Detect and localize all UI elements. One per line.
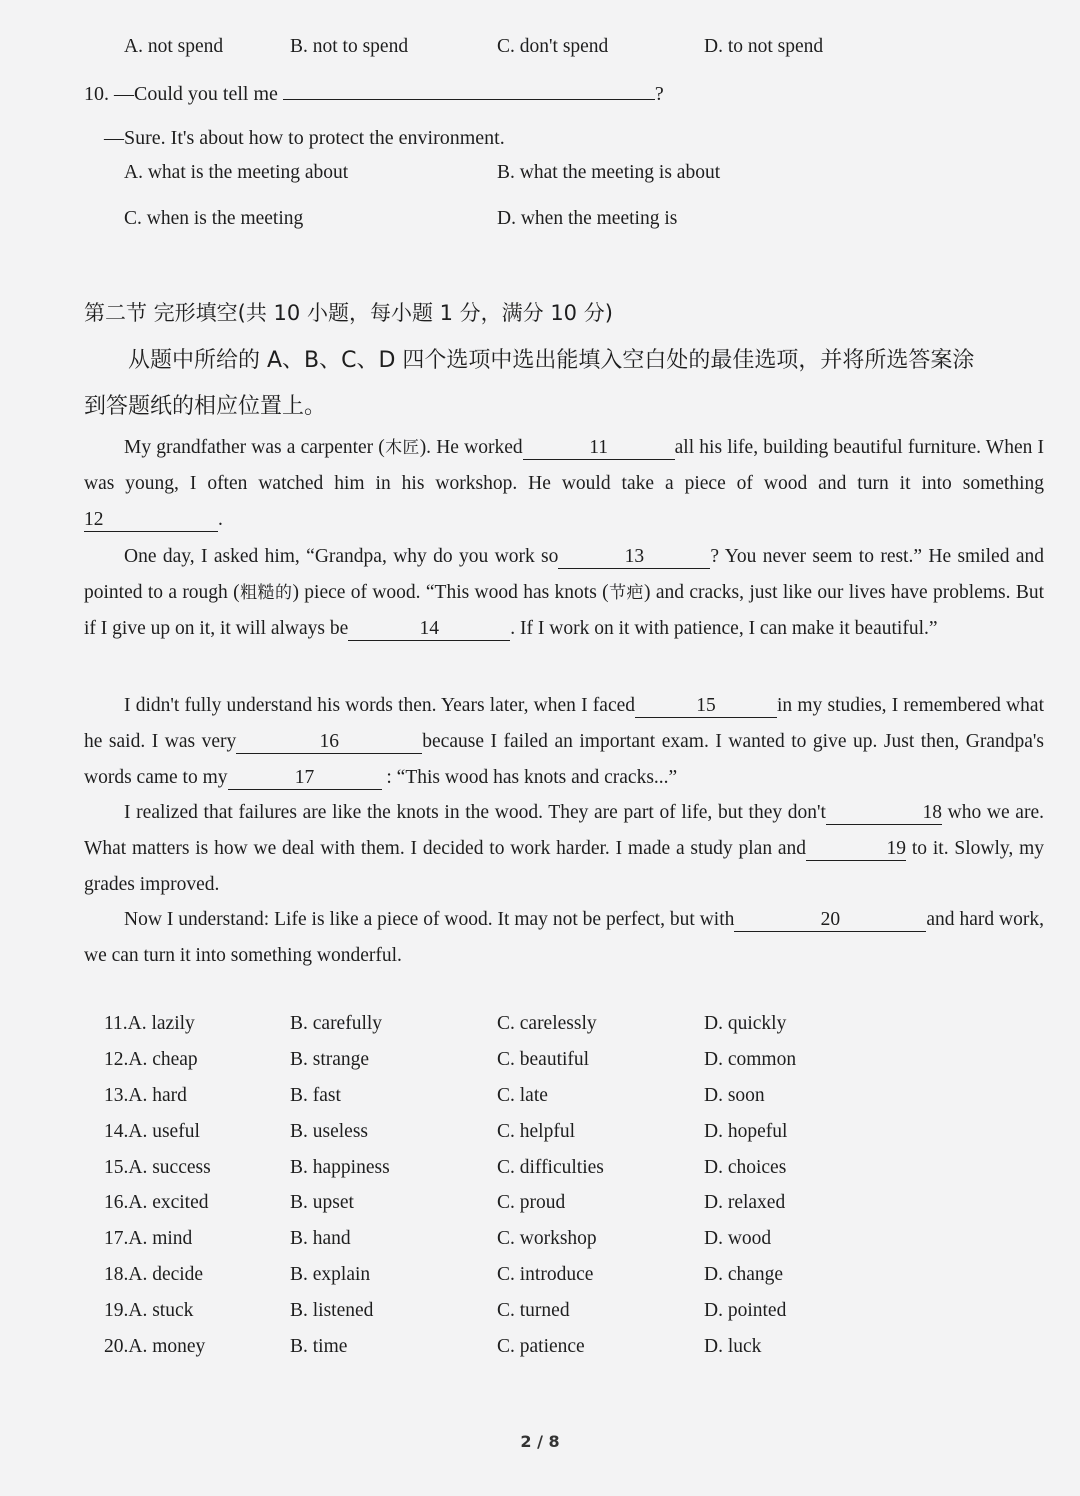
p2-text-5: . If I work on it with patience, I can make it beautiful.” bbox=[510, 618, 938, 639]
options-row-16 bbox=[0, 1192, 1080, 1222]
q9-option-b: B. not to spend bbox=[290, 36, 409, 57]
option-a: 20.A. money bbox=[104, 1336, 206, 1357]
passage-paragraph-4 bbox=[84, 795, 1044, 903]
option-d: D. choices bbox=[704, 1157, 787, 1178]
blank-16: 16 bbox=[236, 731, 422, 754]
passage-paragraph-2 bbox=[84, 539, 1044, 647]
option-b: B. happiness bbox=[290, 1157, 390, 1178]
option-c: C. late bbox=[497, 1085, 548, 1106]
options-row-19 bbox=[0, 1300, 1080, 1330]
section-instruction-line1: 从题中所给的 A、B、C、D 四个选项中选出能填入空白处的最佳选项，并将所选答案涂 bbox=[128, 348, 975, 373]
blank-18: 18 bbox=[826, 802, 942, 825]
option-d: D. soon bbox=[704, 1085, 765, 1106]
option-b: B. time bbox=[290, 1336, 348, 1357]
q9-option-d: D. to not spend bbox=[704, 36, 824, 57]
p1-chinese-gloss: 木匠 bbox=[384, 438, 420, 458]
p4-text-1: I realized that failures are like the knots in the wood. They are part of life, but they don't bbox=[124, 802, 826, 823]
q10-stem-line bbox=[84, 81, 664, 106]
blank-12: 12 bbox=[84, 509, 218, 532]
option-b: B. fast bbox=[290, 1085, 341, 1106]
p2-text-2: ? You never seem to rest.” He smiled and pointed to a rough ( bbox=[84, 546, 1044, 603]
q10-options-row1 bbox=[0, 162, 1080, 192]
p2-chinese-gloss-2: 节疤 bbox=[608, 583, 645, 603]
option-c: C. beautiful bbox=[497, 1049, 590, 1070]
q10-question-mark: ? bbox=[654, 83, 664, 105]
q9-option-c: C. don't spend bbox=[497, 36, 609, 57]
p2-text-3: ) piece of wood. “This wood has knots ( bbox=[292, 582, 609, 603]
option-c: C. helpful bbox=[497, 1121, 575, 1142]
q10-option-a: A. what is the meeting about bbox=[124, 162, 349, 183]
option-d: D. wood bbox=[704, 1228, 772, 1249]
options-row-13 bbox=[0, 1085, 1080, 1115]
option-b: B. useless bbox=[290, 1121, 368, 1142]
option-d: D. luck bbox=[704, 1336, 762, 1357]
option-a: 19.A. stuck bbox=[104, 1300, 194, 1321]
options-row-15 bbox=[0, 1157, 1080, 1187]
p5-text-2: and hard work, we can turn it into something wonderful. bbox=[84, 909, 1044, 966]
option-b: B. explain bbox=[290, 1264, 371, 1285]
option-a: 15.A. success bbox=[104, 1157, 211, 1178]
p3-text-4: : “This wood has knots and cracks...” bbox=[381, 767, 678, 788]
option-b: B. strange bbox=[290, 1049, 370, 1070]
q10-option-b: B. what the meeting is about bbox=[497, 162, 721, 183]
option-c: C. carelessly bbox=[497, 1013, 597, 1034]
option-d: D. common bbox=[704, 1049, 797, 1070]
q10-answer-blank bbox=[283, 81, 655, 100]
blank-14: 14 bbox=[348, 618, 510, 641]
option-c: C. difficulties bbox=[497, 1157, 604, 1178]
q10-stem: 10. —Could you tell me bbox=[84, 83, 278, 105]
p4-text-2: who we are. What matters is how we deal with them. I decided to work harder. I made a study plan and bbox=[84, 802, 1044, 859]
blank-11: 11 bbox=[523, 437, 675, 460]
option-a: 11.A. lazily bbox=[104, 1013, 195, 1034]
option-a: 18.A. decide bbox=[104, 1264, 204, 1285]
q10-option-d: D. when the meeting is bbox=[497, 208, 678, 229]
option-d: D. quickly bbox=[704, 1013, 787, 1034]
p1-text-2: ). He worked bbox=[419, 437, 523, 458]
blank-15: 15 bbox=[635, 695, 777, 718]
option-b: B. carefully bbox=[290, 1013, 383, 1034]
option-b: B. listened bbox=[290, 1300, 374, 1321]
option-d: D. relaxed bbox=[704, 1192, 786, 1213]
p2-text-1: One day, I asked him, “Grandpa, why do you work so bbox=[124, 546, 559, 567]
passage-paragraph-5 bbox=[84, 902, 1044, 974]
option-c: C. introduce bbox=[497, 1264, 594, 1285]
q10-option-c: C. when is the meeting bbox=[124, 208, 304, 229]
option-b: B. hand bbox=[290, 1228, 351, 1249]
blank-20: 20 bbox=[734, 909, 926, 932]
option-b: B. upset bbox=[290, 1192, 354, 1213]
p1-text-1: My grandfather was a carpenter ( bbox=[124, 437, 385, 458]
q9-option-a: A. not spend bbox=[124, 36, 224, 57]
options-row-17 bbox=[0, 1228, 1080, 1258]
passage-paragraph-1 bbox=[84, 430, 1044, 538]
option-d: D. hopeful bbox=[704, 1121, 788, 1142]
option-a: 14.A. useful bbox=[104, 1121, 200, 1142]
blank-17: 17 bbox=[228, 767, 382, 790]
options-row-12 bbox=[0, 1049, 1080, 1079]
p2-chinese-gloss-1: 粗糙的 bbox=[239, 583, 293, 603]
p1-text-4: . bbox=[218, 509, 223, 530]
q10-options-row2 bbox=[0, 208, 1080, 238]
option-c: C. turned bbox=[497, 1300, 570, 1321]
p2-text-4: ) and cracks, just like our lives have problems. But if I give up on it, it will always be bbox=[84, 582, 1045, 639]
options-row-14 bbox=[0, 1121, 1080, 1151]
p3-text-2: in my studies, I remembered what he said. I was very bbox=[84, 695, 1044, 752]
q9-options bbox=[0, 36, 1080, 66]
option-a: 17.A. mind bbox=[104, 1228, 193, 1249]
option-a: 16.A. excited bbox=[104, 1192, 209, 1213]
q10-reply: —Sure. It's about how to protect the environment. bbox=[104, 127, 505, 149]
p1-text-3: all his life, building beautiful furniture. When I was young, I often watched him in his workshop. He would take a piece of wood and turn it into something bbox=[84, 437, 1045, 494]
option-a: 13.A. hard bbox=[104, 1085, 187, 1106]
blank-13: 13 bbox=[558, 546, 710, 569]
blank-19: 19 bbox=[806, 838, 906, 861]
passage-paragraph-3 bbox=[84, 688, 1044, 796]
section-instruction-line2: 到答题纸的相应位置上。 bbox=[84, 394, 327, 419]
options-row-18 bbox=[0, 1264, 1080, 1294]
page-number: 2 / 8 bbox=[520, 1432, 560, 1451]
p3-text-3: because I failed an important exam. I wanted to give up. Just then, Grandpa's words came to my bbox=[84, 731, 1044, 788]
option-a: 12.A. cheap bbox=[104, 1049, 198, 1070]
p5-text-1: Now I understand: Life is like a piece of wood. It may not be perfect, but with bbox=[124, 909, 735, 930]
option-d: D. pointed bbox=[704, 1300, 787, 1321]
option-c: C. patience bbox=[497, 1336, 585, 1357]
options-row-20 bbox=[0, 1336, 1080, 1366]
section-title: 第二节 完形填空(共 10 小题，每小题 1 分，满分 10 分) bbox=[84, 301, 613, 325]
p4-text-3: to it. Slowly, my grades improved. bbox=[84, 838, 1044, 895]
option-c: C. proud bbox=[497, 1192, 566, 1213]
option-c: C. workshop bbox=[497, 1228, 597, 1249]
options-row-11 bbox=[0, 1013, 1080, 1043]
option-d: D. change bbox=[704, 1264, 784, 1285]
p3-text-1: I didn't fully understand his words then. Years later, when I faced bbox=[124, 695, 636, 716]
